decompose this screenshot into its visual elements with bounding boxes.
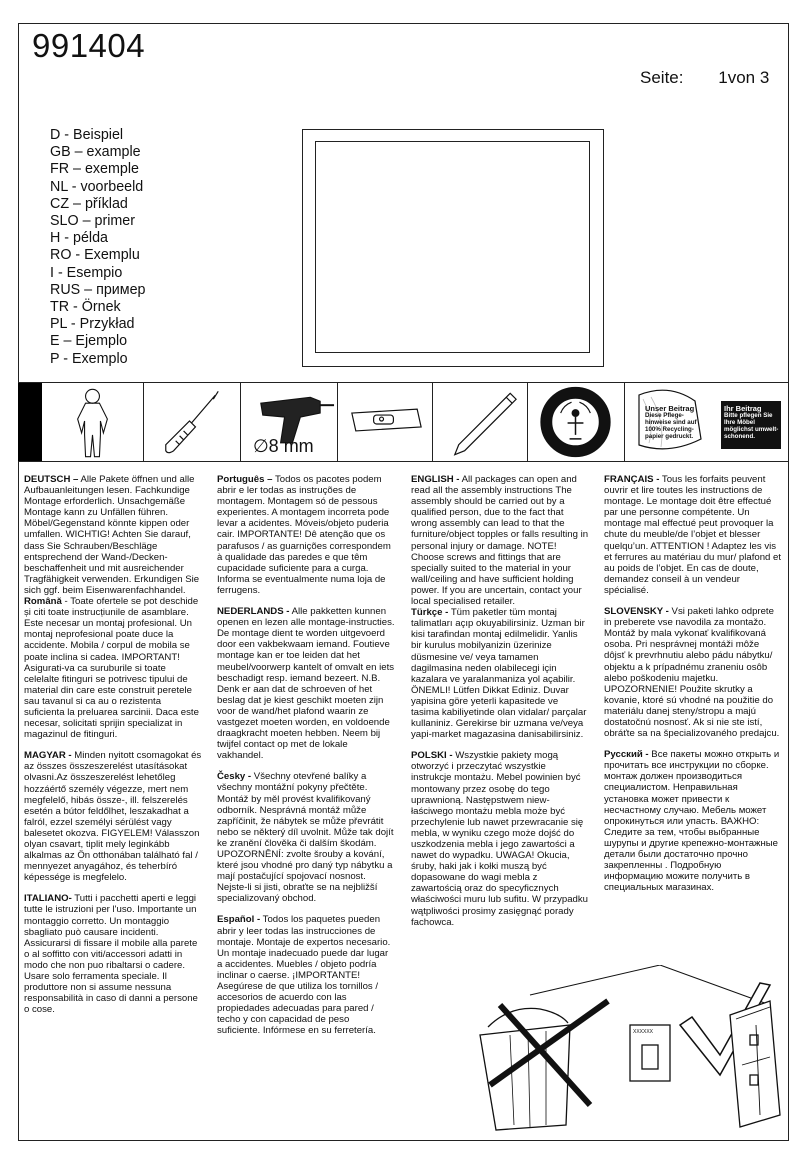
section-slovensky-text: Vsi paketi lahko odprete in preberete vse navodila za montažo. Montáž by mala vykonať kvalifikovaná osoba. Pri nesprávnej montáži môže dôjsť k prevrhnutiu alebo pádu nábytku/ objektu a k prípadnému zraneniu osôb alebo poškodeniu majetku. UPOZORNENIE! Použite skrutky a kovanie, ktoré sú vhodné na použitie do materiálu danej steny/stropu a majú dostatočnú nosnosť. Ak si nie ste istí, obráťte sa na špecializovaného predajcu. — [604, 606, 780, 740]
section-turkce — [411, 607, 589, 740]
recycling-note-left — [645, 405, 707, 440]
language-list — [50, 127, 146, 368]
section-portugues-text: Todos os pacotes podem abrir e ler todas as instruções de montagem. Montagem só de pessous experientes. A montagem incorreta pode levar a acidentes. Móveis/objeto puderia cair. IMPORTANTE! Dê atenção que os parafusos / as guarnições correspondem à qualidade das paredes e que têm cupacidade suficiente para a curga. Informa se eventualmente numa loja de ferrugens. — [217, 474, 391, 596]
section-espanol-heading: Español - — [217, 914, 261, 926]
section-magyar-text: Minden nyitott csomagokat és az összes összeszerelést utasításokat olvasni.Az összeszerelést lehetőleg hozzáértő személy végezze, mert nem megfelelő, hibás össze-, ill. felszerelés esetén a bútor feldőlhet, leszakadhat a falról, ezzel személyi sérülést vagy balesetet okozva. FIGYELEM! Válasszon olyan csavart, tiplit mely leginkább alkalmas az Ön otthonában található fal / mennyezet anyagához, és teherbíró képessége is megfelelo. — [24, 750, 202, 884]
section-magyar-heading: MAGYAR - — [24, 750, 72, 762]
section-turkce-text: Tüm paketler tüm montaj talimatları açıp okuyabilirsiniz. Uzman bir kisi tarafindan montaj edilmelidir. Yanlis bir kurulus mobilyanizin üzerinize düsmesine ve/ veya tamamen dagilmasina neden olabilecegi için kazalara ve yaralanmaniza yol açabilir. ÖNEMLI! Lütfen Dikkat Ediniz. Duvar yapisina göre yeterli kapasitede ve tasima kabiliyetinde olan vidalar/ parçalar kullaniniz. Gerekirse bir uzmana ve/veya yapi-market magazasina danisabilirsiniz. — [411, 607, 587, 741]
text-column-1 — [24, 474, 202, 1025]
language-item: CZ – příklad — [50, 195, 128, 212]
language-item: SLO – primer — [50, 213, 136, 230]
recycling-note-right — [724, 405, 780, 440]
language-item: TR - Örnek — [50, 299, 121, 316]
section-francais — [604, 474, 782, 596]
page-of: von — [727, 68, 756, 87]
section-portugues-heading: Português – — [217, 474, 273, 485]
language-item: H - példa — [50, 230, 109, 247]
section-italiano-heading: ITALIANO- — [24, 893, 72, 905]
section-polski-text: Wszystkie pakiety mogą otworzyć i przeczytać wszystkie instrukcje montażu. Mebel powinien być montowany przez osobę do tego uprawnioną. Następstwem niew-łaściwego montażu mebla może być przechylenie lub nawet przewracanie się mebla, w wyniku czego może dojść do uszkodzenia mebla i jego zawartości a nawet do wypadku. UWAGA! Okucia, śruby, haki jak i kołki muszą być dopasowane do wagi mebla z zawartością oraz do specyficznych właściwości muru lub sufitu. W przypadku wątpliwości prosimy zasięgnąć porady fachowca. — [411, 750, 589, 928]
section-italiano-text: Tutti i pacchetti aperti e leggi tutte le istruzioni per l'uso. Importante un montaggio corretto. Un montaggio sbagliato può causare incidenti. Assicurarsi di fissare il mobile alla parete o al soffitto con viti/accessori adatti in modo che non puo ribaltarsi o cadere. Usare solo ferramenta speciale. Il produttore non si assume nessuna responsabilità in caso di danni a persone o cose. — [24, 893, 198, 1016]
text-column-3 — [411, 474, 589, 938]
language-item: FR – exemple — [50, 161, 139, 178]
section-romana-heading: Română — [24, 596, 62, 608]
pencil-icon — [433, 383, 528, 461]
language-item: D - Beispiel — [50, 127, 124, 143]
section-slovensky-heading: SLOVENSKY - — [604, 606, 669, 618]
illustration-sheet-label: XXXXXX — [633, 1029, 654, 1035]
recycling-note-left-title: Unser Beitrag — [645, 404, 695, 413]
section-cesky — [217, 771, 395, 904]
page-label: Seite: — [640, 68, 684, 87]
person-icon — [42, 383, 144, 461]
recycling-note-right-title: Ihr Beitrag — [724, 404, 762, 413]
page-total: 3 — [759, 68, 770, 87]
language-item: NL - voorbeeld — [50, 178, 144, 195]
section-russkij — [604, 749, 782, 893]
drill-size-label: ∅8 mm — [253, 436, 314, 456]
section-english-text: All packages can open and read all the assembly instructions The assembly should be carried out by a qualified person, due to the fact that wrong assembly can lead to that the furniture/object topples or falls resulting in personal injury or damage. NOTE! Choose screws and fittings that are specially suited to the material in your wall/ceiling and have sufficient holding power. If you are uncertain, contact your local specialised retailer. — [411, 474, 589, 608]
section-espanol — [217, 914, 395, 1036]
section-polski-heading: POLSKI - — [411, 750, 453, 762]
example-frame-inner — [315, 141, 590, 353]
document-number: 991404 — [32, 27, 146, 64]
section-russkij-heading: Русский - — [604, 749, 649, 761]
section-magyar — [24, 750, 202, 883]
section-cesky-heading: Česky - — [217, 771, 252, 783]
section-romana — [24, 596, 202, 740]
text-column-4 — [604, 474, 782, 903]
icon-bar-marker — [18, 383, 42, 461]
section-deutsch-heading: DEUTSCH – — [24, 474, 79, 485]
text-column-2 — [217, 474, 395, 1047]
section-nederlands-heading: NEDERLANDS - — [217, 606, 290, 618]
language-item: RUS – пример — [50, 281, 146, 298]
language-item: PL - Przykład — [50, 316, 135, 333]
language-item: E – Ejemplo — [50, 333, 128, 350]
section-english-heading: ENGLISH - — [411, 474, 460, 485]
section-italiano — [24, 893, 202, 1015]
section-portugues — [217, 474, 395, 596]
recycling-note-left-text: Diese Pflege-hinweise sind auf 100% Recycling-papier gedruckt. — [645, 412, 697, 440]
section-deutsch-text: Alle Pakete öffnen und alle Aufbauanleitungen lesen. Fachkundige Montage erforderlich. Unsachgemäße Montage kann zu Unfällen führen. Möbel/Gegenstand könnte kippen oder umfallen. WICHTIG! Achten Sie darauf, dass Sie Schrauben/Beschläge entsprechend der Wand-/Decken-beschaffenheit und mit ausreichender Tragfähigkeit verwenden. Erkundigen Sie sich ggf. beim Eisenwarenfachhandel. — [24, 474, 200, 596]
section-deutsch — [24, 474, 202, 596]
screwdriver-icon — [144, 383, 241, 461]
section-slovensky — [604, 606, 782, 739]
section-francais-heading: FRANÇAIS - — [604, 474, 660, 485]
icon-bar — [18, 382, 789, 462]
section-romana-text: - Toate ofertele se pot deschide și citi toate instrucțiunile de asamblare. Este necesar un montaj profesional. Un montaj neprofesional poate duce la accidente. Mobila / corpul de mobila se poate inclina si cadea. IMPORTANT! Asigurati-va ca suruburile si toate celelalte fitinguri se potrivesc tipului de material din care este construit peretele sau tavanul si ca au o rezistenta suficienta la preluarea sarcinii. Daca este necesar, solicitati sprijin specializat in magazinul de fitinguri. — [24, 596, 199, 741]
section-russkij-text: Все пакеты можно открыть и прочитать все инструкции по сборке. монтаж должен производиться специалистом. Неправильная установка может привести к несчастному случаю. Мебель может опрокинуться или упасть. ВАЖНО: Следите за тем, чтобы выбранные шурупы и другие крепежно-монтажные детали были достаточно прочно закрепленны . Подробную информацию можите получить в специальных магазинах. — [604, 749, 780, 894]
page-indicator — [640, 68, 769, 88]
section-cesky-text: Všechny otevřené balíky a všechny montážní pokyny přečtěte. Montáž by měl provést kvalifikovaný odborník. Nesprávná montáž může zapříčinit, že nábytek se může převrátit nebo se některý díl uvolnit. Může tak dojít ke zranění člověka či dalším škodám. UPOZORNĚNÍ: zvolte šrouby a kování, které jsou vhodné pro daný typ nábytku a mají postačující spojovací nosnost. Nejste-li si jisti, obraťte se na nejbližší specializovaný obchod. — [217, 771, 394, 905]
section-polski — [411, 750, 589, 928]
section-espanol-text: Todos los paquetes pueden abrir y leer todas las instrucciones de montaje. Montaje de expertos necesario. Un montaje inadecuado puede dar lugar a accidentes. Muebles / objeto podría inclinar o caerse. ¡IMPORTANTE! Asegúrese de que utiliza los tornillos / accesorios de acuerdo con las propiedades adecuadas para pared / techo y con capacidad de peso suficiente. Infórmese en su ferretería. — [217, 914, 391, 1037]
drill-icon — [241, 383, 338, 461]
spirit-level-icon — [338, 383, 433, 461]
page-current: 1 — [718, 68, 728, 87]
disposal-illustration — [470, 965, 790, 1135]
section-nederlands-text: Alle pakketten kunnen openen en lezen alle montage-instructies. De montage dient te worden uitgevoerd door een vakbekwaam iemand. Foutieve montage kan er toe leiden dat het meubel/voorwerp kantelt of omvalt en iets beschadigt resp. iemand bezeert. N.B. Denk er aan dat de schroeven of het beslag dat je kiest geschikt moeten zijn voor de wand/het plafond waarin ze vastgezet moeten worden, en voldoende draagkracht moeten hebben. Neem bij twijfel contact op met de lokale vakhandel. — [217, 606, 395, 762]
language-item: RO - Exemplu — [50, 247, 140, 264]
section-francais-text: Tous les forfaits peuvent ouvrir et lire toutes les instructions de montage. Le montage doit être effectué par une personne compétente. Un montage mal effectué peut provoquer la chute du meuble/de l’objet et blesser quelqu’un. ATTENTION ! Adaptez les vis et ferrures au matériau du mur/ plafond et au poids de l’objet. En cas de doute, demandez conseil à un vendeur spécialisé. — [604, 474, 782, 596]
language-item: P - Exemplo — [50, 350, 128, 367]
language-item: GB – example — [50, 144, 141, 161]
section-english — [411, 474, 589, 607]
section-turkce-heading: Türkçe - — [411, 607, 449, 619]
recycling-note-right-text: Bitte pflegen Sie Ihre Möbel möglichst umwelt-schonend. — [724, 412, 779, 440]
recycling-note-icon — [625, 383, 789, 461]
section-nederlands — [217, 606, 395, 761]
eco-label-icon — [528, 383, 625, 461]
language-item: I - Esempio — [50, 264, 123, 281]
